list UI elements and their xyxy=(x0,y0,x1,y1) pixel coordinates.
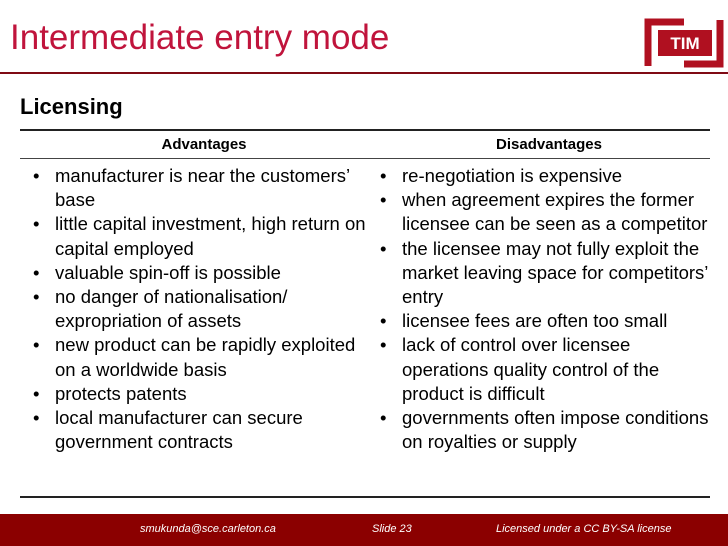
disadvantages-column xyxy=(380,164,710,454)
bullet-icon: • xyxy=(33,286,40,308)
bullet-icon: • xyxy=(33,382,40,404)
list-item-text: valuable spin-off is possible xyxy=(55,261,281,283)
list-item-text: new product can be rapidly exploited on a worldwide basis xyxy=(55,334,356,380)
list-item xyxy=(33,164,378,212)
bullet-icon: • xyxy=(33,165,40,186)
footer-bar xyxy=(0,514,728,546)
list-item xyxy=(380,333,710,406)
list-item xyxy=(33,406,378,454)
list-item-text: re-negotiation is expensive xyxy=(402,165,623,186)
bullet-icon: • xyxy=(380,334,387,356)
bullet-icon: • xyxy=(33,407,40,429)
bullet-icon: • xyxy=(380,407,387,429)
bullet-icon: • xyxy=(380,310,387,332)
tim-logo xyxy=(644,16,724,70)
list-item xyxy=(33,285,378,333)
table-header xyxy=(20,131,710,158)
table-header-divider xyxy=(20,158,710,159)
list-item xyxy=(33,382,378,406)
bullet-icon: • xyxy=(380,165,387,186)
list-item-text: when agreement expires the former licensee can be seen as a competitor xyxy=(402,189,708,235)
title-rule xyxy=(0,72,728,74)
disadvantages-list xyxy=(380,164,710,454)
list-item xyxy=(33,212,378,260)
footer-license: Licensed under a CC BY-SA license xyxy=(496,523,672,535)
list-item-text: no danger of nationalisation/ expropriation of assets xyxy=(55,286,288,332)
footer-email: smukunda@sce.carleton.ca xyxy=(140,523,276,535)
header-disadvantages: Disadvantages xyxy=(496,136,602,153)
list-item xyxy=(380,309,710,333)
list-item-text: governments often impose conditions on royalties or supply xyxy=(402,407,709,453)
list-item-text: licensee fees are often too small xyxy=(402,310,668,332)
table-bottom-border xyxy=(20,496,710,498)
header-advantages: Advantages xyxy=(161,136,247,153)
list-item xyxy=(380,406,710,454)
list-item-text: lack of control over licensee operations quality control of the product is difficult xyxy=(402,334,660,404)
list-item-text: the licensee may not fully exploit the market leaving space for competitors’ entry xyxy=(402,237,708,308)
bullet-icon: • xyxy=(380,189,387,211)
advantages-list xyxy=(33,164,378,454)
slide-title: Intermediate entry mode xyxy=(10,18,390,57)
list-item-text: local manufacturer can secure government contracts xyxy=(55,407,303,453)
bullet-icon: • xyxy=(33,213,40,235)
slide-subtitle: Licensing xyxy=(20,94,123,119)
list-item-text: protects patents xyxy=(55,382,187,404)
bullet-icon: • xyxy=(33,334,40,356)
list-item xyxy=(380,237,710,310)
advantages-column xyxy=(33,164,378,454)
list-item xyxy=(33,261,378,285)
logo-text: TIM xyxy=(670,34,700,53)
list-item xyxy=(33,333,378,381)
footer-slide-number: Slide 23 xyxy=(372,523,412,535)
list-item-text: manufacturer is near the customers’ base xyxy=(55,165,350,211)
list-item-text: little capital investment, high return on capital employed xyxy=(55,213,366,259)
list-item xyxy=(380,164,710,188)
bullet-icon: • xyxy=(380,237,387,259)
list-item xyxy=(380,188,710,236)
bullet-icon: • xyxy=(33,261,40,283)
